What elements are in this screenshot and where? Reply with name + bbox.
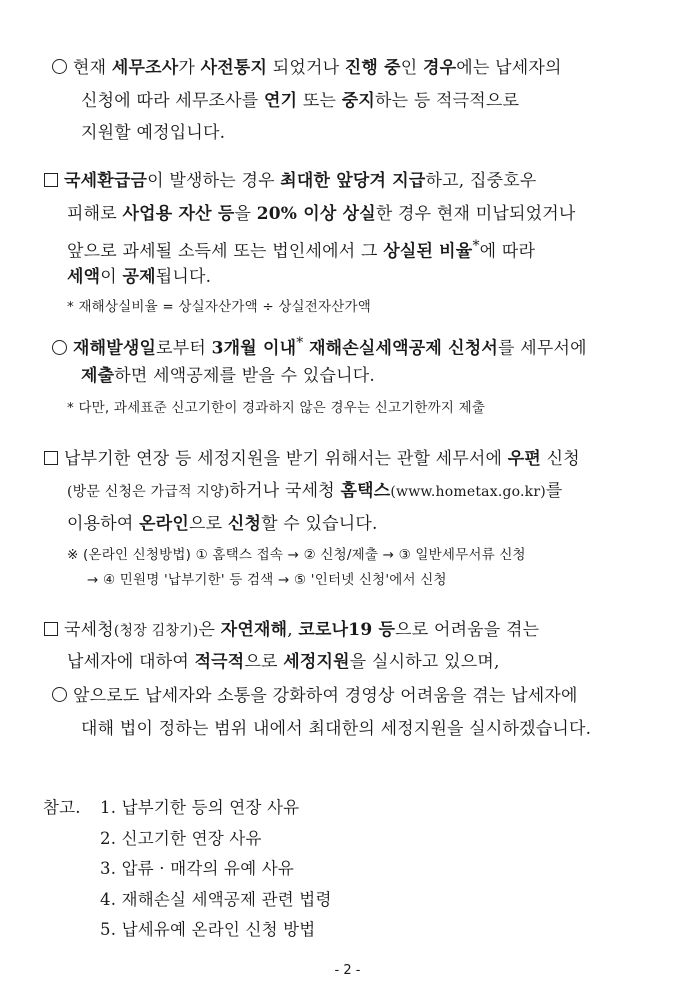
p1-line3: 지원할 예정입니다.: [81, 123, 226, 143]
p5-line2: 납세자에 대하여 적극적으로 세정지원을 실시하고 있으며,: [67, 652, 500, 672]
references-prefix: 참고.: [43, 798, 81, 817]
p4-line1: 납부기한 연장 등 세정지원을 받기 위해서는 관할 세무서에 우편 신청: [44, 448, 580, 470]
p6-line2: 대해 법이 정하는 범위 내에서 최대한의 세정지원을 실시하겠습니다.: [81, 719, 592, 739]
p4-line3: 이용하여 온라인으로 신청할 수 있습니다.: [67, 514, 378, 534]
p3-footnote: * 다만, 과세표준 신고기한이 경과하지 않은 경우는 신고기한까지 제출: [67, 400, 486, 416]
square-bullet-icon: [44, 622, 58, 636]
square-bullet-icon: [44, 451, 58, 465]
circle-bullet-icon: [52, 59, 67, 74]
square-bullet-icon: [44, 173, 58, 187]
p2-footnote: * 재해상실비율 = 상실자산가액 ÷ 상실전자산가액: [67, 299, 372, 315]
p1-line2: 신청에 따라 세무조사를 연기 또는 중지하는 등 적극적으로: [81, 91, 520, 111]
p1-line1: 현재 세무조사가 사전통지 되었거나 진행 중인 경우에는 납세자의: [52, 57, 562, 79]
p4-online-method-note-cont: → ④ 민원명 '납부기한' 등 검색 → ⑤ '인터넷 신청'에서 신청: [87, 572, 447, 588]
p4-online-method-note: ※ (온라인 신청방법) ① 홈택스 접속 → ② 신청/제출 → ③ 일반세무서류 신청: [67, 547, 526, 563]
reference-item: 2. 신고기한 연장 사유: [100, 829, 262, 848]
p2-line2: 피해로 사업용 자산 등을 20% 이상 상실한 경우 현재 미납되었거나: [67, 204, 576, 224]
p3-line1: 재해발생일로부터 3개월 이내* 재해손실세액공제 신청서를 세무서에: [52, 332, 587, 360]
circle-bullet-icon: [52, 687, 67, 702]
p4-line2: (방문 신청은 가급적 지양)하거나 국세청 홈택스(www.hometax.go.kr)를: [67, 481, 563, 501]
p2-line3: 앞으로 과세될 소득세 또는 법인세에서 그 상실된 비율*에 따라: [67, 238, 536, 262]
reference-item: 1. 납부기한 등의 연장 사유: [100, 798, 300, 817]
p6-line1: 앞으로도 납세자와 소통을 강화하여 경영상 어려움을 겪는 납세자에: [52, 685, 578, 707]
page-number: - 2 -: [334, 963, 361, 978]
p2-line1: 국세환급금이 발생하는 경우 최대한 앞당겨 지급하고, 집중호우: [44, 170, 536, 192]
circle-bullet-icon: [52, 340, 67, 355]
p3-line2: 제출하면 세액공제를 받을 수 있습니다.: [81, 366, 375, 386]
reference-item: 5. 납세유예 온라인 신청 방법: [100, 920, 316, 939]
reference-item: 4. 재해손실 세액공제 관련 법령: [100, 890, 332, 909]
reference-item: 3. 압류 · 매각의 유예 사유: [100, 859, 295, 878]
p2-line4: 세액이 공제됩니다.: [67, 267, 212, 287]
p5-line1: 국세청(청장 김창기)은 자연재해, 코로나19 등으로 어려움을 겪는: [44, 619, 539, 642]
